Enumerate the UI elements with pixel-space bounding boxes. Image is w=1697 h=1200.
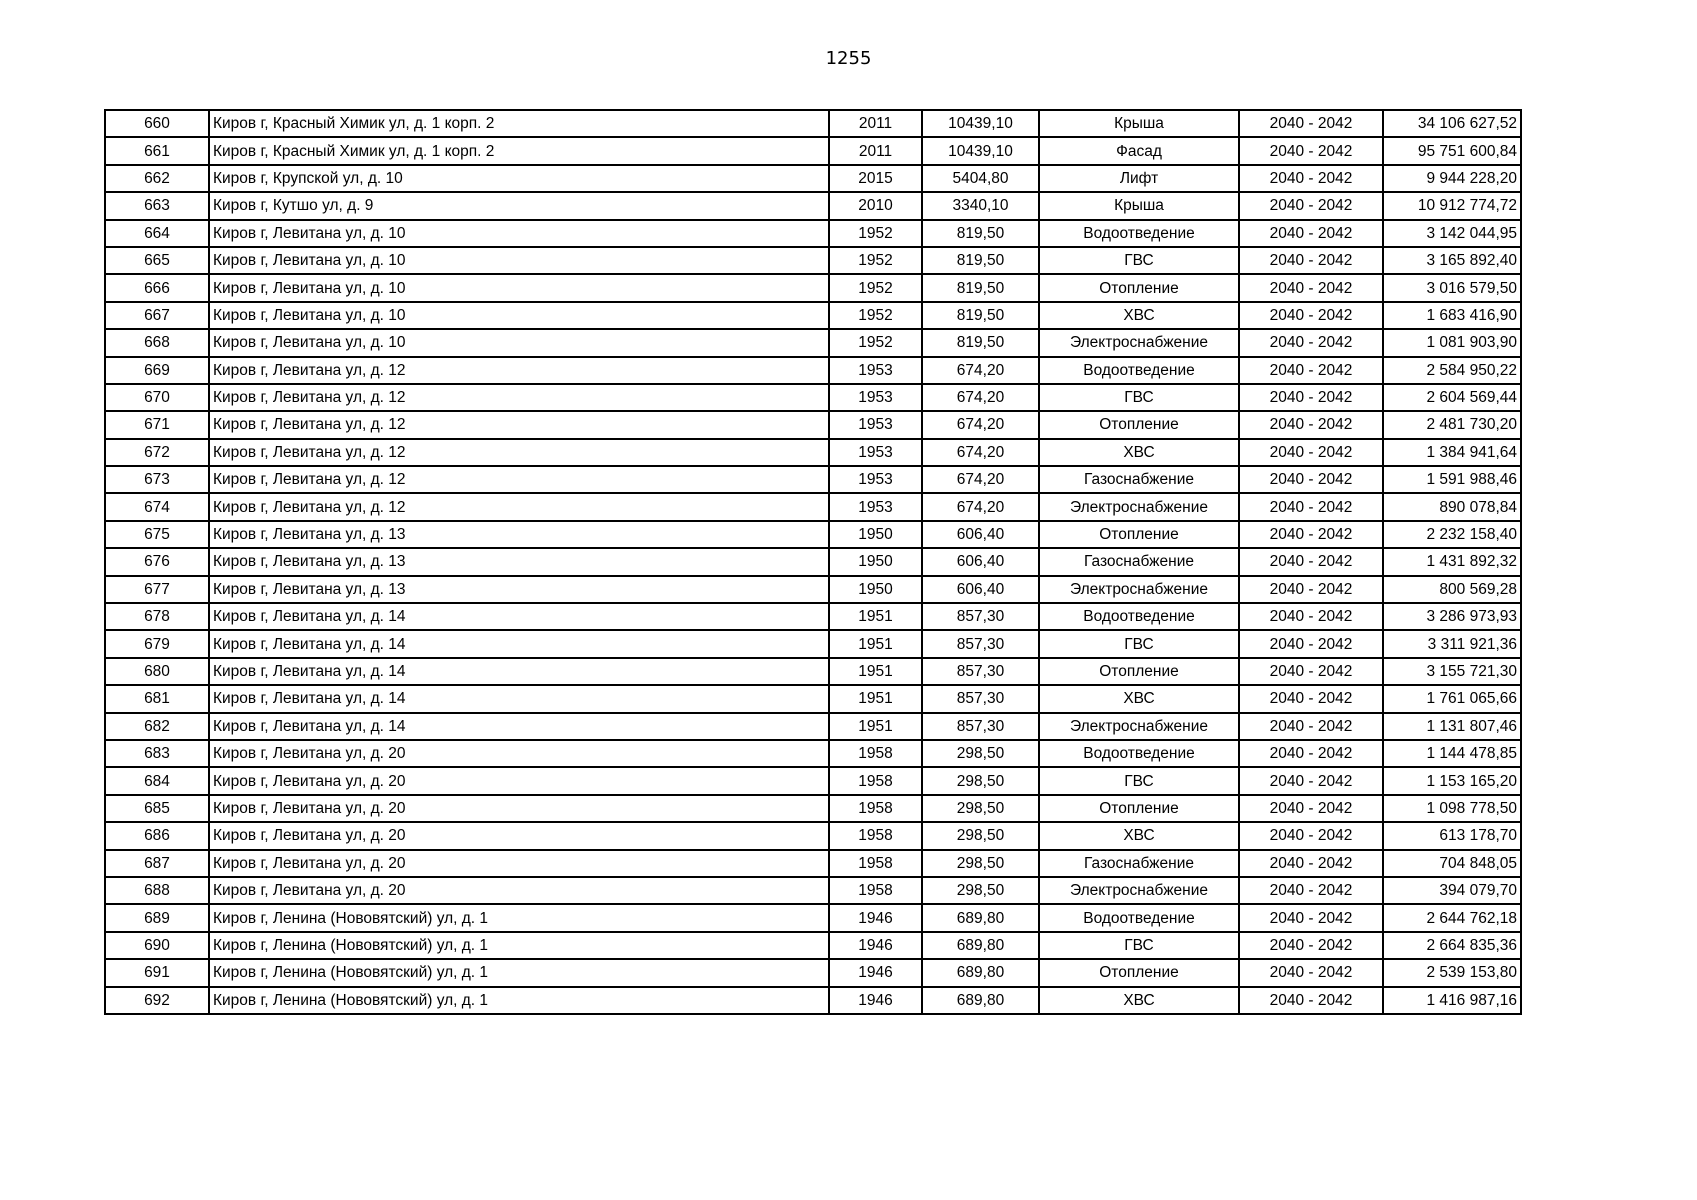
address-cell: Киров г, Левитана ул, д. 13: [209, 576, 829, 603]
area-cell: 606,40: [922, 521, 1039, 548]
period-cell: 2040 - 2042: [1239, 904, 1383, 931]
address-cell: Киров г, Левитана ул, д. 14: [209, 658, 829, 685]
cost-cell: 3 142 044,95: [1383, 220, 1521, 247]
period-cell: 2040 - 2042: [1239, 630, 1383, 657]
period-cell: 2040 - 2042: [1239, 137, 1383, 164]
table-row: [105, 685, 1521, 712]
table-row: [105, 493, 1521, 520]
table-row: [105, 548, 1521, 575]
cost-cell: 1 131 807,46: [1383, 713, 1521, 740]
table-row: [105, 302, 1521, 329]
area-cell: 674,20: [922, 411, 1039, 438]
cost-cell: 3 155 721,30: [1383, 658, 1521, 685]
address-cell: Киров г, Крупской ул, д. 10: [209, 165, 829, 192]
area-cell: 298,50: [922, 822, 1039, 849]
area-cell: 298,50: [922, 877, 1039, 904]
cost-cell: 1 416 987,16: [1383, 987, 1521, 1014]
area-cell: 674,20: [922, 493, 1039, 520]
cost-cell: 2 584 950,22: [1383, 357, 1521, 384]
register-table: [104, 109, 1522, 1015]
year-cell: 1958: [829, 877, 922, 904]
address-cell: Киров г, Кутшо ул, д. 9: [209, 192, 829, 219]
area-cell: 857,30: [922, 685, 1039, 712]
period-cell: 2040 - 2042: [1239, 521, 1383, 548]
table-row: [105, 521, 1521, 548]
cost-cell: 1 761 065,66: [1383, 685, 1521, 712]
table-row: [105, 959, 1521, 986]
year-cell: 1952: [829, 329, 922, 356]
table-row: [105, 713, 1521, 740]
period-cell: 2040 - 2042: [1239, 439, 1383, 466]
row-number: 692: [105, 987, 209, 1014]
year-cell: 1951: [829, 603, 922, 630]
area-cell: 689,80: [922, 987, 1039, 1014]
area-cell: 298,50: [922, 850, 1039, 877]
address-cell: Киров г, Левитана ул, д. 20: [209, 850, 829, 877]
table-row: [105, 603, 1521, 630]
row-number: 670: [105, 384, 209, 411]
row-number: 675: [105, 521, 209, 548]
area-cell: 857,30: [922, 658, 1039, 685]
area-cell: 819,50: [922, 247, 1039, 274]
area-cell: 3340,10: [922, 192, 1039, 219]
year-cell: 2011: [829, 110, 922, 137]
period-cell: 2040 - 2042: [1239, 767, 1383, 794]
table-row: [105, 658, 1521, 685]
period-cell: 2040 - 2042: [1239, 795, 1383, 822]
cost-cell: 1 431 892,32: [1383, 548, 1521, 575]
year-cell: 1953: [829, 357, 922, 384]
element-cell: Крыша: [1039, 192, 1239, 219]
row-number: 669: [105, 357, 209, 384]
element-cell: ХВС: [1039, 685, 1239, 712]
address-cell: Киров г, Левитана ул, д. 12: [209, 439, 829, 466]
row-number: 688: [105, 877, 209, 904]
address-cell: Киров г, Левитана ул, д. 12: [209, 466, 829, 493]
row-number: 667: [105, 302, 209, 329]
element-cell: Водоотведение: [1039, 904, 1239, 931]
element-cell: Отопление: [1039, 411, 1239, 438]
table-row: [105, 932, 1521, 959]
year-cell: 1953: [829, 466, 922, 493]
year-cell: 1958: [829, 795, 922, 822]
element-cell: Отопление: [1039, 959, 1239, 986]
year-cell: 2010: [829, 192, 922, 219]
table-row: [105, 192, 1521, 219]
address-cell: Киров г, Левитана ул, д. 12: [209, 493, 829, 520]
period-cell: 2040 - 2042: [1239, 822, 1383, 849]
element-cell: Водоотведение: [1039, 603, 1239, 630]
row-number: 663: [105, 192, 209, 219]
cost-cell: 9 944 228,20: [1383, 165, 1521, 192]
cost-cell: 800 569,28: [1383, 576, 1521, 603]
element-cell: Отопление: [1039, 658, 1239, 685]
row-number: 678: [105, 603, 209, 630]
row-number: 684: [105, 767, 209, 794]
year-cell: 1958: [829, 822, 922, 849]
year-cell: 1951: [829, 630, 922, 657]
address-cell: Киров г, Левитана ул, д. 10: [209, 220, 829, 247]
area-cell: 298,50: [922, 795, 1039, 822]
address-cell: Киров г, Левитана ул, д. 20: [209, 767, 829, 794]
element-cell: Водоотведение: [1039, 220, 1239, 247]
period-cell: 2040 - 2042: [1239, 192, 1383, 219]
area-cell: 857,30: [922, 713, 1039, 740]
cost-cell: 1 144 478,85: [1383, 740, 1521, 767]
row-number: 662: [105, 165, 209, 192]
period-cell: 2040 - 2042: [1239, 685, 1383, 712]
address-cell: Киров г, Левитана ул, д. 13: [209, 521, 829, 548]
table-row: [105, 904, 1521, 931]
table-row: [105, 850, 1521, 877]
table-row: [105, 740, 1521, 767]
element-cell: ГВС: [1039, 247, 1239, 274]
area-cell: 689,80: [922, 932, 1039, 959]
row-number: 690: [105, 932, 209, 959]
cost-cell: 1 098 778,50: [1383, 795, 1521, 822]
cost-cell: 1 384 941,64: [1383, 439, 1521, 466]
period-cell: 2040 - 2042: [1239, 603, 1383, 630]
cost-cell: 2 539 153,80: [1383, 959, 1521, 986]
address-cell: Киров г, Ленина (Нововятский) ул, д. 1: [209, 932, 829, 959]
year-cell: 1951: [829, 658, 922, 685]
table-row: [105, 439, 1521, 466]
period-cell: 2040 - 2042: [1239, 247, 1383, 274]
cost-cell: 1 683 416,90: [1383, 302, 1521, 329]
row-number: 679: [105, 630, 209, 657]
area-cell: 689,80: [922, 959, 1039, 986]
element-cell: ХВС: [1039, 439, 1239, 466]
year-cell: 1953: [829, 493, 922, 520]
cost-cell: 95 751 600,84: [1383, 137, 1521, 164]
element-cell: Лифт: [1039, 165, 1239, 192]
period-cell: 2040 - 2042: [1239, 220, 1383, 247]
cost-cell: 2 604 569,44: [1383, 384, 1521, 411]
row-number: 673: [105, 466, 209, 493]
address-cell: Киров г, Левитана ул, д. 10: [209, 302, 829, 329]
element-cell: ХВС: [1039, 302, 1239, 329]
element-cell: Газоснабжение: [1039, 850, 1239, 877]
area-cell: 819,50: [922, 220, 1039, 247]
period-cell: 2040 - 2042: [1239, 850, 1383, 877]
table-row: [105, 357, 1521, 384]
cost-cell: 613 178,70: [1383, 822, 1521, 849]
address-cell: Киров г, Левитана ул, д. 14: [209, 685, 829, 712]
address-cell: Киров г, Левитана ул, д. 12: [209, 411, 829, 438]
element-cell: Отопление: [1039, 274, 1239, 301]
year-cell: 1952: [829, 274, 922, 301]
address-cell: Киров г, Ленина (Нововятский) ул, д. 1: [209, 987, 829, 1014]
address-cell: Киров г, Левитана ул, д. 10: [209, 274, 829, 301]
cost-cell: 2 644 762,18: [1383, 904, 1521, 931]
table-row: [105, 795, 1521, 822]
row-number: 672: [105, 439, 209, 466]
period-cell: 2040 - 2042: [1239, 548, 1383, 575]
element-cell: Отопление: [1039, 795, 1239, 822]
element-cell: Электроснабжение: [1039, 329, 1239, 356]
period-cell: 2040 - 2042: [1239, 110, 1383, 137]
table-row: [105, 384, 1521, 411]
cost-cell: 2 664 835,36: [1383, 932, 1521, 959]
year-cell: 1946: [829, 932, 922, 959]
address-cell: Киров г, Левитана ул, д. 10: [209, 329, 829, 356]
area-cell: 819,50: [922, 302, 1039, 329]
area-cell: 5404,80: [922, 165, 1039, 192]
table-row: [105, 247, 1521, 274]
area-cell: 606,40: [922, 576, 1039, 603]
cost-cell: 3 165 892,40: [1383, 247, 1521, 274]
element-cell: Газоснабжение: [1039, 548, 1239, 575]
area-cell: 674,20: [922, 357, 1039, 384]
cost-cell: 2 481 730,20: [1383, 411, 1521, 438]
period-cell: 2040 - 2042: [1239, 740, 1383, 767]
year-cell: 1951: [829, 685, 922, 712]
cost-cell: 3 311 921,36: [1383, 630, 1521, 657]
period-cell: 2040 - 2042: [1239, 932, 1383, 959]
address-cell: Киров г, Левитана ул, д. 13: [209, 548, 829, 575]
address-cell: Киров г, Красный Химик ул, д. 1 корп. 2: [209, 110, 829, 137]
element-cell: ГВС: [1039, 630, 1239, 657]
row-number: 689: [105, 904, 209, 931]
cost-cell: 34 106 627,52: [1383, 110, 1521, 137]
element-cell: Фасад: [1039, 137, 1239, 164]
period-cell: 2040 - 2042: [1239, 576, 1383, 603]
address-cell: Киров г, Левитана ул, д. 20: [209, 740, 829, 767]
row-number: 682: [105, 713, 209, 740]
table-row: [105, 767, 1521, 794]
address-cell: Киров г, Левитана ул, д. 12: [209, 357, 829, 384]
cost-cell: 2 232 158,40: [1383, 521, 1521, 548]
element-cell: ХВС: [1039, 987, 1239, 1014]
area-cell: 857,30: [922, 603, 1039, 630]
table-row: [105, 877, 1521, 904]
address-cell: Киров г, Ленина (Нововятский) ул, д. 1: [209, 959, 829, 986]
period-cell: 2040 - 2042: [1239, 329, 1383, 356]
year-cell: 1958: [829, 740, 922, 767]
area-cell: 689,80: [922, 904, 1039, 931]
element-cell: Водоотведение: [1039, 740, 1239, 767]
period-cell: 2040 - 2042: [1239, 411, 1383, 438]
table-body: [105, 110, 1521, 1014]
address-cell: Киров г, Левитана ул, д. 20: [209, 877, 829, 904]
area-cell: 857,30: [922, 630, 1039, 657]
year-cell: 2015: [829, 165, 922, 192]
row-number: 685: [105, 795, 209, 822]
year-cell: 1946: [829, 987, 922, 1014]
row-number: 686: [105, 822, 209, 849]
year-cell: 1950: [829, 521, 922, 548]
row-number: 664: [105, 220, 209, 247]
area-cell: 819,50: [922, 329, 1039, 356]
table-row: [105, 987, 1521, 1014]
address-cell: Киров г, Красный Химик ул, д. 1 корп. 2: [209, 137, 829, 164]
year-cell: 1952: [829, 220, 922, 247]
area-cell: 298,50: [922, 740, 1039, 767]
year-cell: 2011: [829, 137, 922, 164]
period-cell: 2040 - 2042: [1239, 713, 1383, 740]
area-cell: 10439,10: [922, 137, 1039, 164]
period-cell: 2040 - 2042: [1239, 658, 1383, 685]
year-cell: 1953: [829, 411, 922, 438]
element-cell: Газоснабжение: [1039, 466, 1239, 493]
row-number: 660: [105, 110, 209, 137]
cost-cell: 890 078,84: [1383, 493, 1521, 520]
address-cell: Киров г, Левитана ул, д. 20: [209, 822, 829, 849]
address-cell: Киров г, Левитана ул, д. 20: [209, 795, 829, 822]
row-number: 677: [105, 576, 209, 603]
year-cell: 1950: [829, 548, 922, 575]
area-cell: 819,50: [922, 274, 1039, 301]
row-number: 671: [105, 411, 209, 438]
address-cell: Киров г, Ленина (Нововятский) ул, д. 1: [209, 904, 829, 931]
period-cell: 2040 - 2042: [1239, 959, 1383, 986]
cost-cell: 1 081 903,90: [1383, 329, 1521, 356]
element-cell: ГВС: [1039, 767, 1239, 794]
row-number: 661: [105, 137, 209, 164]
row-number: 691: [105, 959, 209, 986]
element-cell: Электроснабжение: [1039, 493, 1239, 520]
row-number: 665: [105, 247, 209, 274]
element-cell: ГВС: [1039, 384, 1239, 411]
address-cell: Киров г, Левитана ул, д. 14: [209, 630, 829, 657]
year-cell: 1958: [829, 850, 922, 877]
period-cell: 2040 - 2042: [1239, 384, 1383, 411]
element-cell: Электроснабжение: [1039, 713, 1239, 740]
cost-cell: 1 591 988,46: [1383, 466, 1521, 493]
period-cell: 2040 - 2042: [1239, 877, 1383, 904]
table-row: [105, 329, 1521, 356]
year-cell: 1950: [829, 576, 922, 603]
period-cell: 2040 - 2042: [1239, 274, 1383, 301]
cost-cell: 704 848,05: [1383, 850, 1521, 877]
table-row: [105, 630, 1521, 657]
table-row: [105, 411, 1521, 438]
table-row: [105, 165, 1521, 192]
page-number: 1255: [825, 48, 872, 69]
element-cell: Электроснабжение: [1039, 576, 1239, 603]
period-cell: 2040 - 2042: [1239, 302, 1383, 329]
area-cell: 674,20: [922, 439, 1039, 466]
year-cell: 1951: [829, 713, 922, 740]
area-cell: 298,50: [922, 767, 1039, 794]
area-cell: 10439,10: [922, 110, 1039, 137]
address-cell: Киров г, Левитана ул, д. 12: [209, 384, 829, 411]
period-cell: 2040 - 2042: [1239, 357, 1383, 384]
table-row: [105, 110, 1521, 137]
year-cell: 1946: [829, 959, 922, 986]
table-row: [105, 822, 1521, 849]
area-cell: 674,20: [922, 466, 1039, 493]
element-cell: Водоотведение: [1039, 357, 1239, 384]
year-cell: 1953: [829, 439, 922, 466]
element-cell: ГВС: [1039, 932, 1239, 959]
year-cell: 1958: [829, 767, 922, 794]
cost-cell: 1 153 165,20: [1383, 767, 1521, 794]
cost-cell: 3 286 973,93: [1383, 603, 1521, 630]
row-number: 666: [105, 274, 209, 301]
table-row: [105, 137, 1521, 164]
cost-cell: 394 079,70: [1383, 877, 1521, 904]
row-number: 676: [105, 548, 209, 575]
period-cell: 2040 - 2042: [1239, 987, 1383, 1014]
year-cell: 1953: [829, 384, 922, 411]
year-cell: 1952: [829, 247, 922, 274]
cost-cell: 10 912 774,72: [1383, 192, 1521, 219]
period-cell: 2040 - 2042: [1239, 493, 1383, 520]
element-cell: Крыша: [1039, 110, 1239, 137]
row-number: 683: [105, 740, 209, 767]
element-cell: Электроснабжение: [1039, 877, 1239, 904]
table-row: [105, 220, 1521, 247]
address-cell: Киров г, Левитана ул, д. 14: [209, 713, 829, 740]
address-cell: Киров г, Левитана ул, д. 14: [209, 603, 829, 630]
table-row: [105, 274, 1521, 301]
period-cell: 2040 - 2042: [1239, 466, 1383, 493]
row-number: 674: [105, 493, 209, 520]
year-cell: 1946: [829, 904, 922, 931]
area-cell: 674,20: [922, 384, 1039, 411]
period-cell: 2040 - 2042: [1239, 165, 1383, 192]
row-number: 668: [105, 329, 209, 356]
year-cell: 1952: [829, 302, 922, 329]
table-row: [105, 576, 1521, 603]
table-row: [105, 466, 1521, 493]
row-number: 680: [105, 658, 209, 685]
area-cell: 606,40: [922, 548, 1039, 575]
element-cell: ХВС: [1039, 822, 1239, 849]
row-number: 681: [105, 685, 209, 712]
cost-cell: 3 016 579,50: [1383, 274, 1521, 301]
address-cell: Киров г, Левитана ул, д. 10: [209, 247, 829, 274]
row-number: 687: [105, 850, 209, 877]
element-cell: Отопление: [1039, 521, 1239, 548]
